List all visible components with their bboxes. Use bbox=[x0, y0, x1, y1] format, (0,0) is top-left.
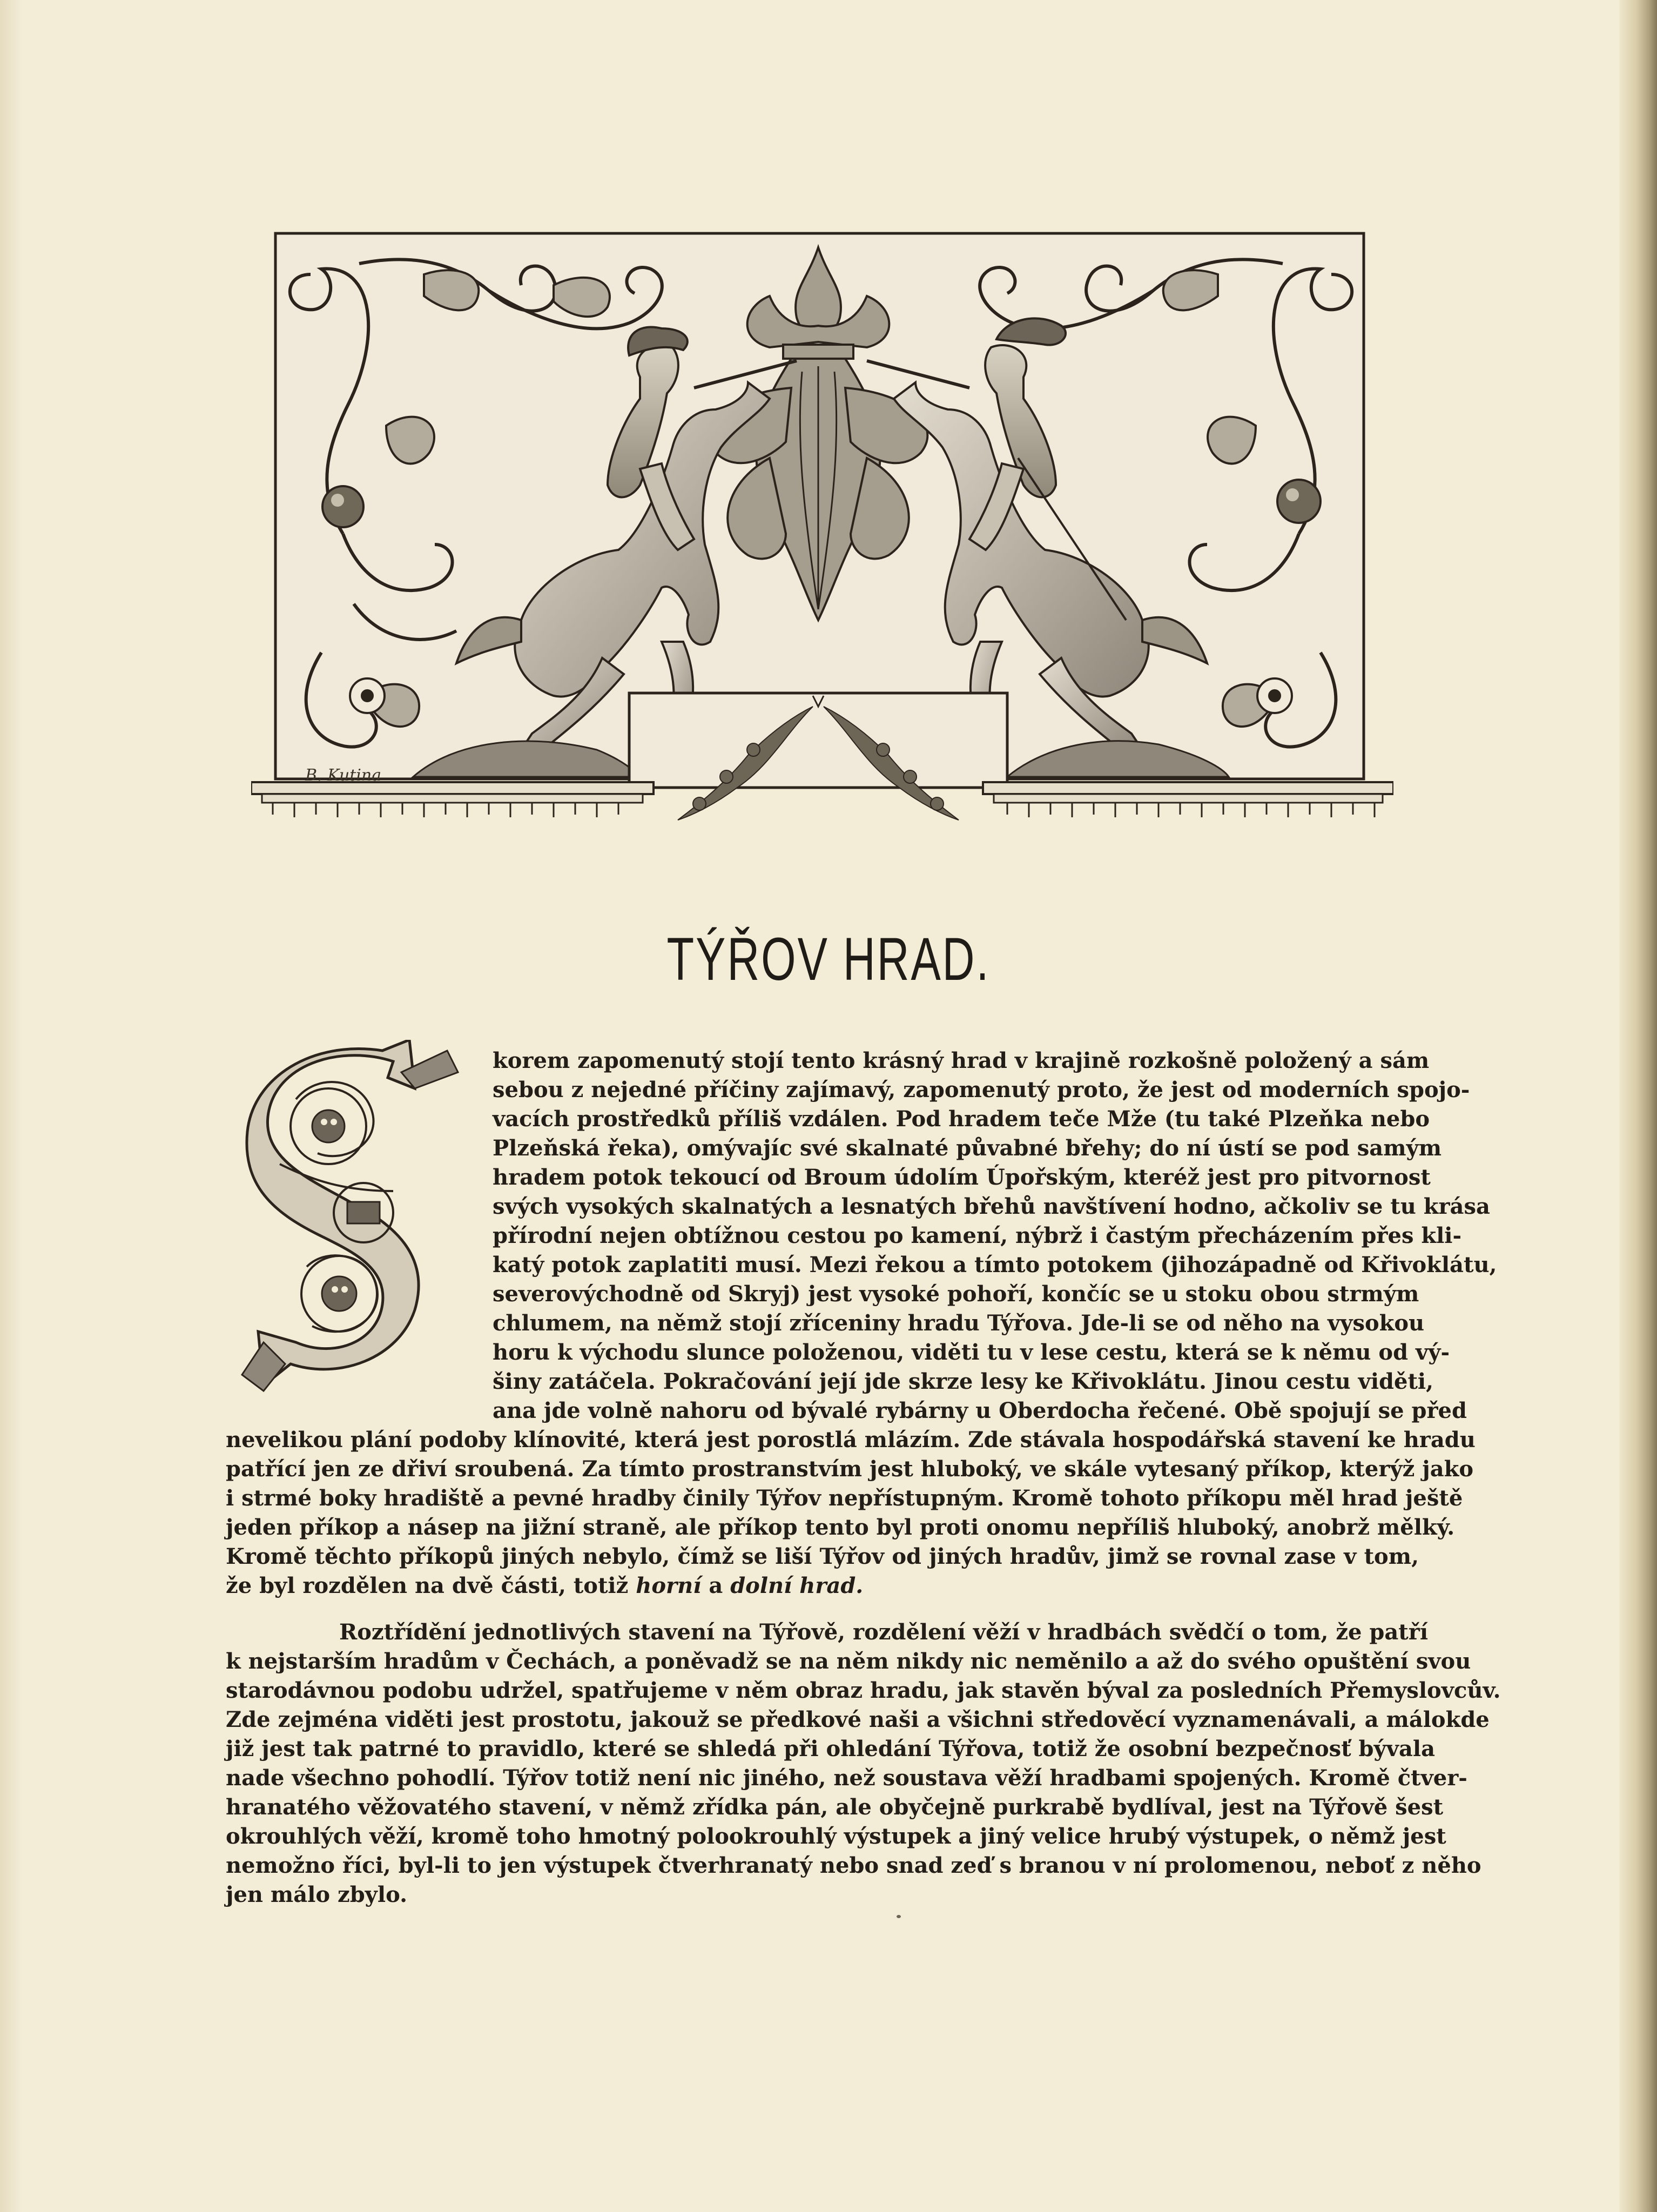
text-line: jeden příkop a násep na jižní straně, ale příkop tento byl proti onomu nepříliš hluboký, anobrž mělký. bbox=[226, 1515, 1455, 1540]
text-line: Plzeňská řeka), omývajíc své skalnaté půvabné břehy; do ní ústí se pod samým bbox=[493, 1135, 1442, 1161]
text-line: korem zapomenutý stojí tento krásný hrad v krajině rozkošně položený a sám bbox=[493, 1048, 1430, 1073]
text-line: ana jde volně nahoru od bývalé rybárny u Oberdocha řečené. Obě spojují se před bbox=[493, 1398, 1467, 1423]
closing-line-conjunction: a bbox=[709, 1573, 723, 1598]
text-line: již jest tak patrné to pravidlo, které se shledá při ohledání Týřova, totiž že osobní bezpečnosť bývala bbox=[226, 1736, 1436, 1761]
text-line: nade všechno pohodlí. Týřov totiž není nic jiného, než soustava věží hradbami spojených. Kromě čtver- bbox=[226, 1765, 1467, 1791]
closing-line bbox=[226, 1571, 1419, 1601]
illustration-signature: B. Kutina bbox=[305, 766, 382, 785]
text-line: nevelikou plání podoby klínovité, která jest porostlá mlázím. Zde stávala hospodářská stavení ke hradu bbox=[226, 1427, 1476, 1453]
text-line: okrouhlých věží, kromě toho hmotný polookrouhlý výstupek a jiný velice hrubý výstupek, o němž jest bbox=[226, 1824, 1446, 1849]
print-speck bbox=[897, 1915, 901, 1918]
text-line: hradem potok tekoucí od Broum údolím Úpořským, kteréž jest pro pitvornost bbox=[493, 1165, 1431, 1190]
text-line: šiny zatáčela. Pokračování její jde skrze lesy ke Křivoklátu. Jinou cestu viděti, bbox=[493, 1369, 1434, 1394]
text-line: horu k východu slunce položenou, viděti tu v lese cestu, která se k němu od vý- bbox=[493, 1340, 1450, 1365]
text-line: i strmé boky hradiště a pevné hradby činily Týřov nepřístupným. Kromě tohoto příkopu měl hrad ještě bbox=[226, 1485, 1463, 1511]
text-line: jen málo zbylo. bbox=[226, 1882, 407, 1907]
text-line: vacích prostředků příliš vzdálen. Pod hradem teče Mže (tu také Plzeňka nebo bbox=[493, 1106, 1430, 1132]
text-line: Kromě těchto příkopů jiných nebylo, čímž se liší Týřov od jiných hradův, jimž se rovnal zase v tom, bbox=[226, 1544, 1419, 1569]
text-line: patřící jen ze dřiví sroubená. Za tímto prostranstvím jest hluboký, ve skále vytesaný příkop, kterýž jako bbox=[226, 1456, 1474, 1482]
page-shadow-left bbox=[0, 0, 22, 2212]
text-line: starodávnou podobu udržel, spatřujeme v něm obraz hradu, jak stavěn býval za posledních Přemyslovcův. bbox=[226, 1678, 1501, 1703]
text-line: chlumem, na němž stojí zříceniny hradu Týřova. Jde-li se od něho na vysokou bbox=[493, 1310, 1425, 1336]
term-upper-castle: horní bbox=[636, 1573, 702, 1598]
text-line: severovýchodně od Skryj) jest vysoké pohoří, končíc se u stoku obou strmým bbox=[493, 1281, 1419, 1307]
text-line: nemožno říci, byl-li to jen výstupek čtverhranatý nebo snad zeď s branou v ní prolomenou, neboť z něho bbox=[226, 1853, 1481, 1878]
page-edge-binding bbox=[1619, 0, 1657, 2212]
closing-line-prefix: že byl rozdělen na dvě části, totiž bbox=[226, 1573, 629, 1598]
text-line: sebou z nejedné příčiny zajímavý, zapomenutý proto, že jest od moderních spojo- bbox=[493, 1077, 1470, 1102]
headpiece-illustration bbox=[251, 231, 1393, 842]
text-line: Zde zejména viděti jest prostotu, jakouž se předkové naši a všichni středověcí vyznamenávali, a málokde bbox=[226, 1707, 1490, 1732]
text-line: svých vysokých skalnatých a lesnatých břehů navštívení hodno, ačkoliv se tu krása bbox=[493, 1194, 1490, 1219]
text-line: hranatého věžovatého stavení, v němž zřídka pán, ale obyčejně purkrabě bydlíval, jest na Týřově šest bbox=[226, 1794, 1444, 1820]
text-line: katý potok zaplatiti musí. Mezi řekou a tímto potokem (jihozápadně od Křivoklátu, bbox=[493, 1252, 1497, 1278]
illuminated-initial-s bbox=[231, 1040, 469, 1399]
text-line: přírodní nejen obtížnou cestou po kamení, nýbrž i častým přecházením přes kli- bbox=[493, 1223, 1462, 1248]
text-line: k nejstarším hradům v Čechách, a poněvadž se na něm nikdy nic neměnilo a až do svého opuštění svou bbox=[226, 1649, 1471, 1674]
page-title: TÝŘOV HRAD. bbox=[666, 925, 991, 993]
text-line: Roztřídění jednotlivých stavení na Týřově, rozdělení věží v hradbách svědčí o tom, že patří bbox=[339, 1619, 1429, 1645]
term-lower-castle: dolní hrad. bbox=[730, 1573, 864, 1598]
